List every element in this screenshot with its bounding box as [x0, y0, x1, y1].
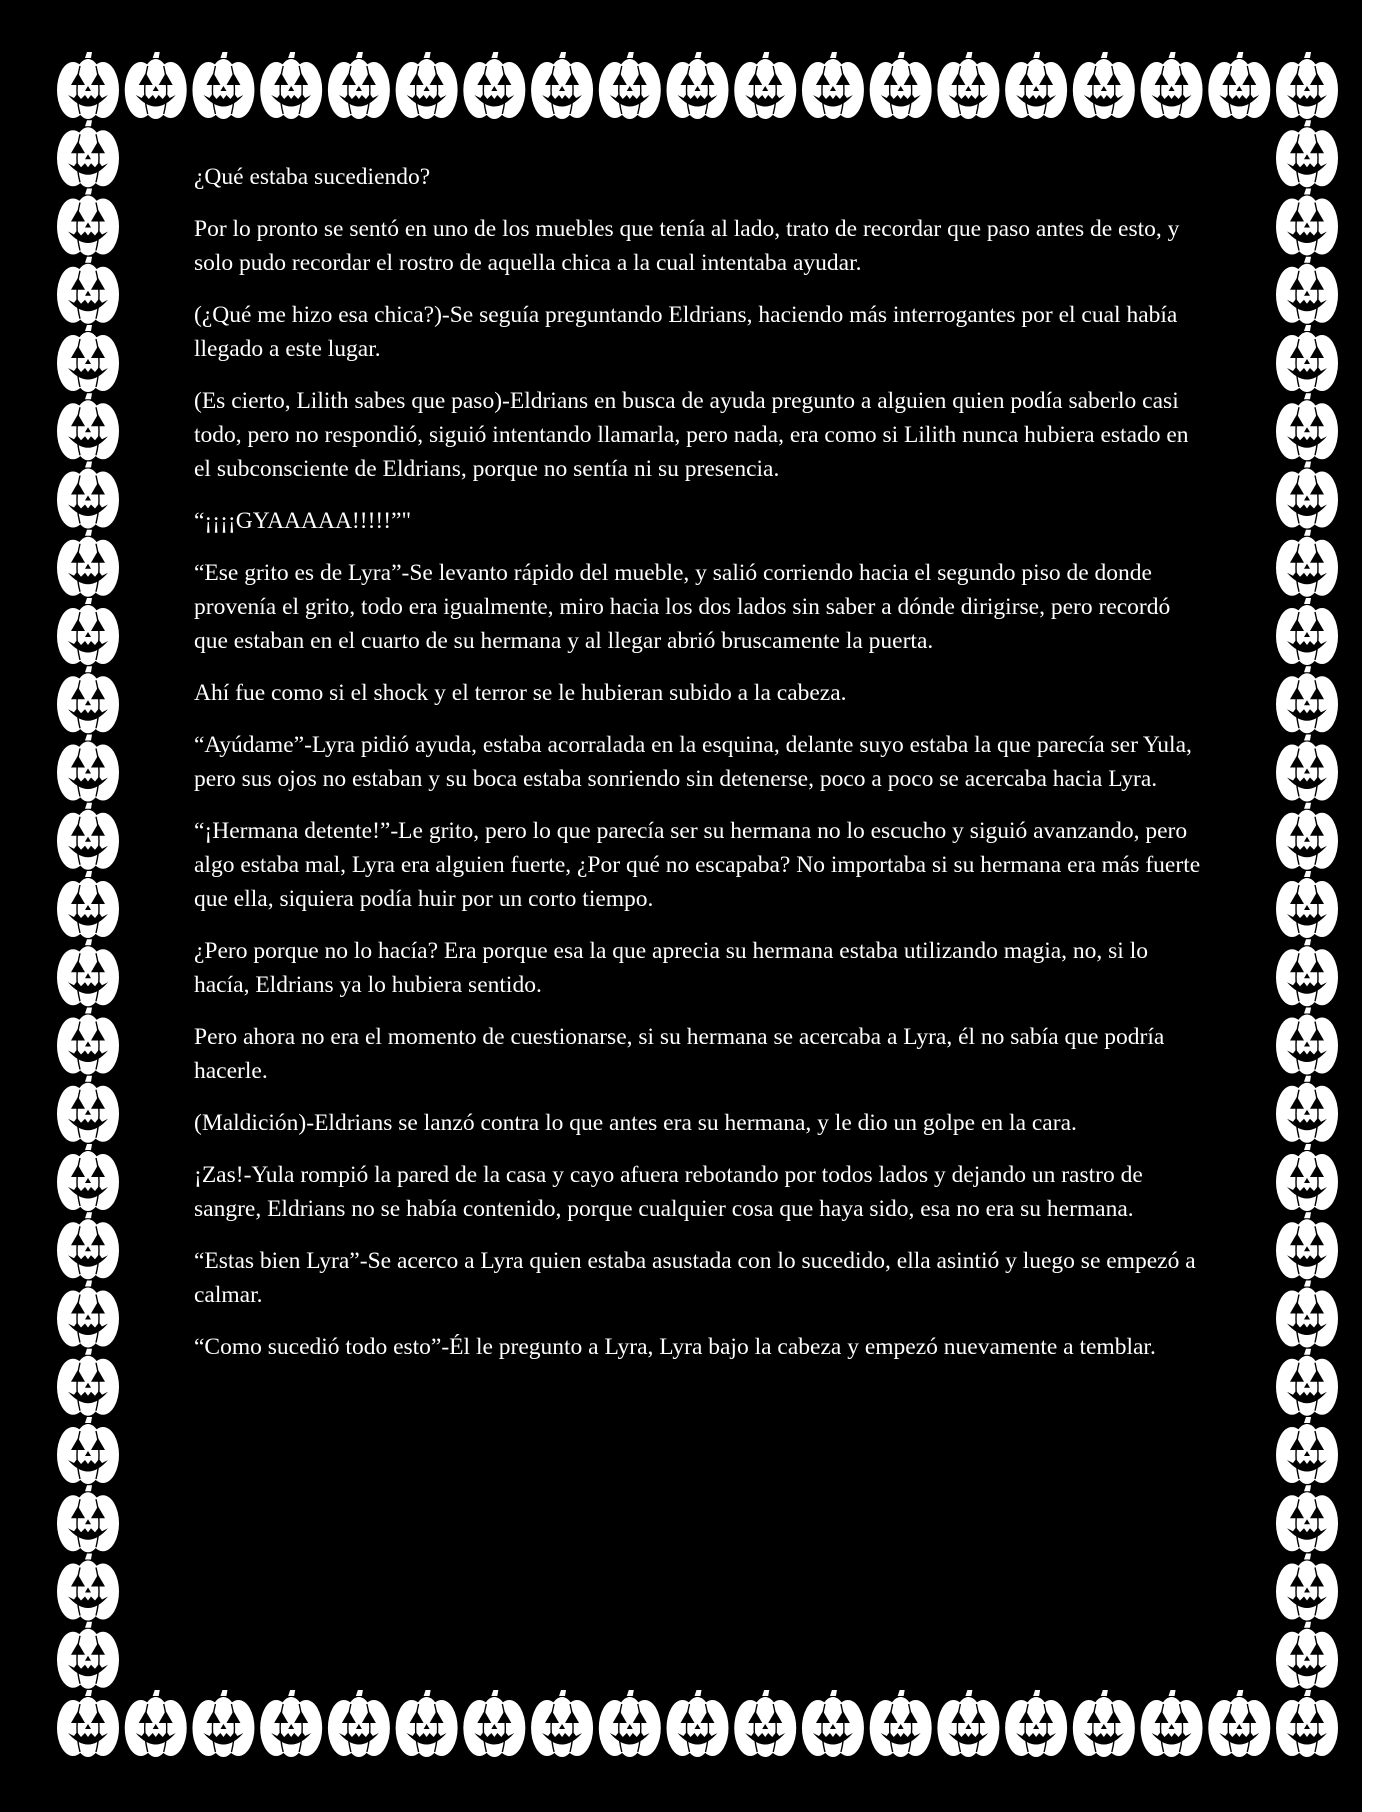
paragraph: “Ese grito es de Lyra”-Se levanto rápido del mueble, y salió corriendo hacia el segundo piso de donde provenía el grito, todo era igualmente, miro hacia los dos lados sin saber a dónde dirigirse, pero recordó que estaban en el cuarto de su hermana y al llegar abrió bruscamente la puerta.	[194, 560, 1171, 654]
jack-o-lantern-icon	[57, 1281, 119, 1348]
jack-o-lantern-icon	[870, 1690, 932, 1757]
jack-o-lantern-icon	[57, 1144, 119, 1211]
jack-o-lantern-icon	[1276, 1281, 1338, 1348]
jack-o-lantern-icon	[1276, 1144, 1338, 1211]
jack-o-lantern-icon	[57, 120, 119, 187]
paragraph: “¡Hermana detente!”-Le grito, pero lo que parecía ser su hermana no lo escucho y siguió avanzando, pero algo estaba mal, Lyra era alguien fuerte, ¿Por qué no escapaba? No importaba si su hermana era más fuerte que ella, siquiera podía huir por un corto tiempo.	[194, 818, 1201, 912]
story-text	[194, 160, 1206, 1382]
jack-o-lantern-icon	[1276, 1076, 1338, 1143]
jack-o-lantern-icon	[1276, 393, 1338, 460]
jack-o-lantern-icon	[57, 735, 119, 802]
jack-o-lantern-icon	[57, 803, 119, 870]
paragraph: (Es cierto, Lilith sabes que paso)-Eldrians en busca de ayuda pregunto a alguien quien podía saberlo casi todo, pero no respondió, siguió intentando llamarla, pero nada, era como si Lilith nunca hubiera estado en el subconsciente de Eldrians, porque no sentía ni su presencia.	[194, 388, 1189, 482]
jack-o-lantern-icon	[463, 1690, 525, 1757]
jack-o-lantern-icon	[1276, 666, 1338, 733]
jack-o-lantern-icon	[57, 1008, 119, 1075]
jack-o-lantern-icon	[1276, 1417, 1338, 1484]
jack-o-lantern-icon	[599, 52, 661, 119]
jack-o-lantern-icon	[1276, 598, 1338, 665]
paragraph: Por lo pronto se sentó en uno de los muebles que tenía al lado, trato de recordar que paso antes de esto, y solo pudo recordar el rostro de aquella chica a la cual intentaba ayudar.	[194, 216, 1180, 276]
jack-o-lantern-icon	[1208, 52, 1270, 119]
jack-o-lantern-icon	[463, 52, 525, 119]
jack-o-lantern-icon	[1276, 189, 1338, 256]
paragraph: “Estas bien Lyra”-Se acerco a Lyra quien estaba asustada con lo sucedido, ella asintió y luego se empezó a calmar.	[194, 1248, 1196, 1308]
jack-o-lantern-icon	[192, 1690, 254, 1757]
jack-o-lantern-icon	[1276, 1212, 1338, 1279]
jack-o-lantern-icon	[1276, 530, 1338, 597]
jack-o-lantern-icon	[1276, 939, 1338, 1006]
jack-o-lantern-icon	[57, 393, 119, 460]
jack-o-lantern-icon	[734, 52, 796, 119]
paragraph: Ahí fue como si el shock y el terror se le hubieran subido a la cabeza.	[194, 680, 847, 706]
paragraph: “Como sucedió todo esto”-Él le pregunto a Lyra, Lyra bajo la cabeza y empezó nuevamente a temblar.	[194, 1334, 1156, 1360]
paragraph: “Ayúdame”-Lyra pidió ayuda, estaba acorralada en la esquina, delante suyo estaba la que parecía ser Yula, pero sus ojos no estaban y su boca estaba sonriendo sin detenerse, poco a poco se acercaba hacia Lyra.	[194, 732, 1192, 792]
jack-o-lantern-icon	[802, 1690, 864, 1757]
paragraph: (¿Qué me hizo esa chica?)-Se seguía preguntando Eldrians, haciendo más interrogantes por el cual había llegado a este lugar.	[194, 302, 1178, 362]
paragraph: Pero ahora no era el momento de cuestionarse, si su hermana se acercaba a Lyra, él no sabía que podría hacerle.	[194, 1024, 1165, 1084]
jack-o-lantern-icon	[1141, 52, 1203, 119]
jack-o-lantern-icon	[531, 1690, 593, 1757]
jack-o-lantern-icon	[1276, 52, 1338, 119]
jack-o-lantern-icon	[1073, 1690, 1135, 1757]
jack-o-lantern-icon	[328, 1690, 390, 1757]
jack-o-lantern-icon	[57, 462, 119, 529]
jack-o-lantern-icon	[1276, 1690, 1338, 1757]
jack-o-lantern-icon	[1276, 1622, 1338, 1689]
jack-o-lantern-icon	[1276, 257, 1338, 324]
jack-o-lantern-icon	[870, 52, 932, 119]
jack-o-lantern-icon	[667, 52, 729, 119]
jack-o-lantern-icon	[1276, 735, 1338, 802]
jack-o-lantern-icon	[734, 1690, 796, 1757]
jack-o-lantern-icon	[531, 52, 593, 119]
paragraph: ¿Pero porque no lo hacía? Era porque esa la que aprecia su hermana estaba utilizando magia, no, si lo hacía, Eldrians ya lo hubiera sentido.	[194, 938, 1148, 998]
jack-o-lantern-icon	[1276, 1349, 1338, 1416]
jack-o-lantern-icon	[57, 257, 119, 324]
jack-o-lantern-icon	[260, 1690, 322, 1757]
paragraph: (Maldición)-Eldrians se lanzó contra lo que antes era su hermana, y le dio un golpe en la cara.	[194, 1110, 1077, 1136]
jack-o-lantern-icon	[57, 1417, 119, 1484]
jack-o-lantern-icon	[1208, 1690, 1270, 1757]
jack-o-lantern-icon	[1005, 52, 1067, 119]
jack-o-lantern-icon	[57, 189, 119, 256]
paragraph: ¡Zas!-Yula rompió la pared de la casa y cayo afuera rebotando por todos lados y dejando un rastro de sangre, Eldrians no se había contenido, porque cualquier cosa que haya sido, esa no era su hermana.	[194, 1162, 1143, 1222]
jack-o-lantern-icon	[57, 52, 119, 119]
jack-o-lantern-icon	[1276, 325, 1338, 392]
jack-o-lantern-icon	[1276, 1485, 1338, 1552]
jack-o-lantern-icon	[57, 1554, 119, 1621]
jack-o-lantern-icon	[57, 1076, 119, 1143]
jack-o-lantern-icon	[260, 52, 322, 119]
jack-o-lantern-icon	[57, 871, 119, 938]
jack-o-lantern-icon	[1276, 1554, 1338, 1621]
jack-o-lantern-icon	[57, 530, 119, 597]
jack-o-lantern-icon	[57, 1212, 119, 1279]
jack-o-lantern-icon	[57, 598, 119, 665]
jack-o-lantern-icon	[599, 1690, 661, 1757]
jack-o-lantern-icon	[1276, 1008, 1338, 1075]
jack-o-lantern-icon	[57, 1485, 119, 1552]
jack-o-lantern-icon	[1141, 1690, 1203, 1757]
jack-o-lantern-icon	[57, 1622, 119, 1689]
jack-o-lantern-icon	[937, 1690, 999, 1757]
jack-o-lantern-icon	[125, 1690, 187, 1757]
jack-o-lantern-icon	[328, 52, 390, 119]
jack-o-lantern-icon	[1276, 462, 1338, 529]
jack-o-lantern-icon	[57, 939, 119, 1006]
paragraph: “¡¡¡¡GYAAAAA!!!!!”"	[194, 508, 412, 534]
jack-o-lantern-icon	[396, 52, 458, 119]
jack-o-lantern-icon	[125, 52, 187, 119]
jack-o-lantern-icon	[1073, 52, 1135, 119]
jack-o-lantern-icon	[802, 52, 864, 119]
jack-o-lantern-icon	[667, 1690, 729, 1757]
jack-o-lantern-icon	[396, 1690, 458, 1757]
jack-o-lantern-icon	[937, 52, 999, 119]
jack-o-lantern-icon	[1276, 120, 1338, 187]
jack-o-lantern-icon	[1276, 803, 1338, 870]
jack-o-lantern-icon	[1005, 1690, 1067, 1757]
jack-o-lantern-icon	[57, 666, 119, 733]
jack-o-lantern-icon	[192, 52, 254, 119]
jack-o-lantern-icon	[57, 1349, 119, 1416]
jack-o-lantern-icon	[1276, 871, 1338, 938]
jack-o-lantern-icon	[57, 325, 119, 392]
jack-o-lantern-icon	[57, 1690, 119, 1757]
paragraph: ¿Qué estaba sucediendo?	[194, 164, 431, 190]
